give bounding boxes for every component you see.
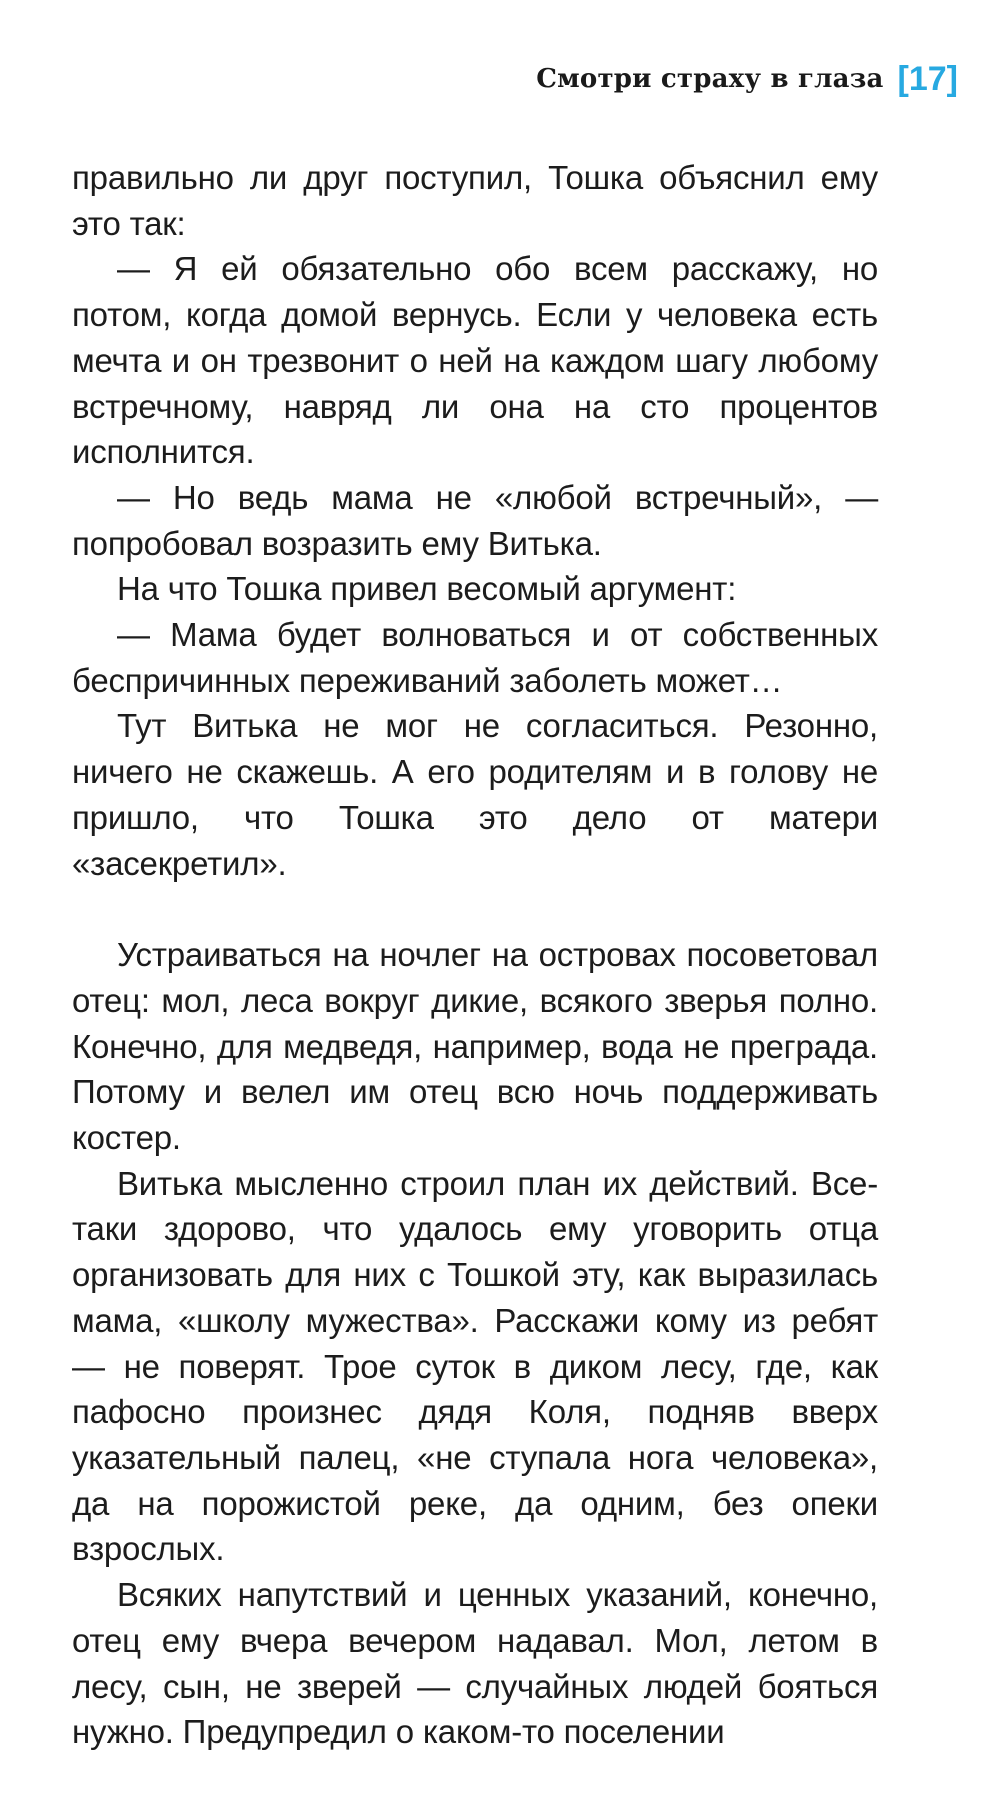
paragraph: — Но ведь мама не «любой встречный», — попробовал возразить ему Витька. (72, 478, 878, 562)
page-text (72, 155, 878, 1755)
paragraph: Всяких напутствий и ценных указаний, конечно, отец ему вчера вечером надавал. Мол, летом в лесу, сын, не зверей — случайных людей бояться нужно. Предупредил о каком-то поселении (72, 1576, 878, 1751)
paragraph: правильно ли друг поступил, Тошка объяснил ему это так: (72, 159, 878, 242)
paragraph: На что Тошка привел весомый аргумент: (117, 570, 737, 608)
paragraph: — Я ей обязательно обо всем расскажу, но потом, когда домой вернусь. Если у человека есть мечта и он трезвонит о ней на каждом шагу любому встречному, навряд ли она на сто процентов исполнится. (72, 250, 878, 471)
page-header (536, 62, 958, 96)
page-number: [17] (897, 60, 958, 98)
paragraph: Витька мысленно строил план их действий. Все-таки здорово, что удалось ему уговорить отца организовать для них с Тошкой эту, как выразилась мама, «школу мужества». Расскажи кому из ребят — не поверят. Трое суток в диком лесу, где, как пафосно произнес дядя Коля, подняв вверх указательный палец, «не ступала нога человека», да на порожистой реке, да одним, без опеки взрослых. (72, 1164, 878, 1568)
paragraph: — Мама будет волноваться и от собственных беспричинных переживаний заболеть может… (72, 616, 878, 699)
paragraph: Устраиваться на ночлег на островах посоветовал отец: мол, леса вокруг дикие, всякого зверья полно. Конечно, для медведя, например, вода не преграда. Потому и велел им отец всю ночь поддерживать костер. (72, 936, 878, 1157)
paragraph: Тут Витька не мог не согласиться. Резонно, ничего не скажешь. А его родителям и в голову не пришло, что Тошка это дело от матери «засекретил». (72, 707, 878, 882)
running-title: Смотри страху в глаза (536, 64, 884, 94)
